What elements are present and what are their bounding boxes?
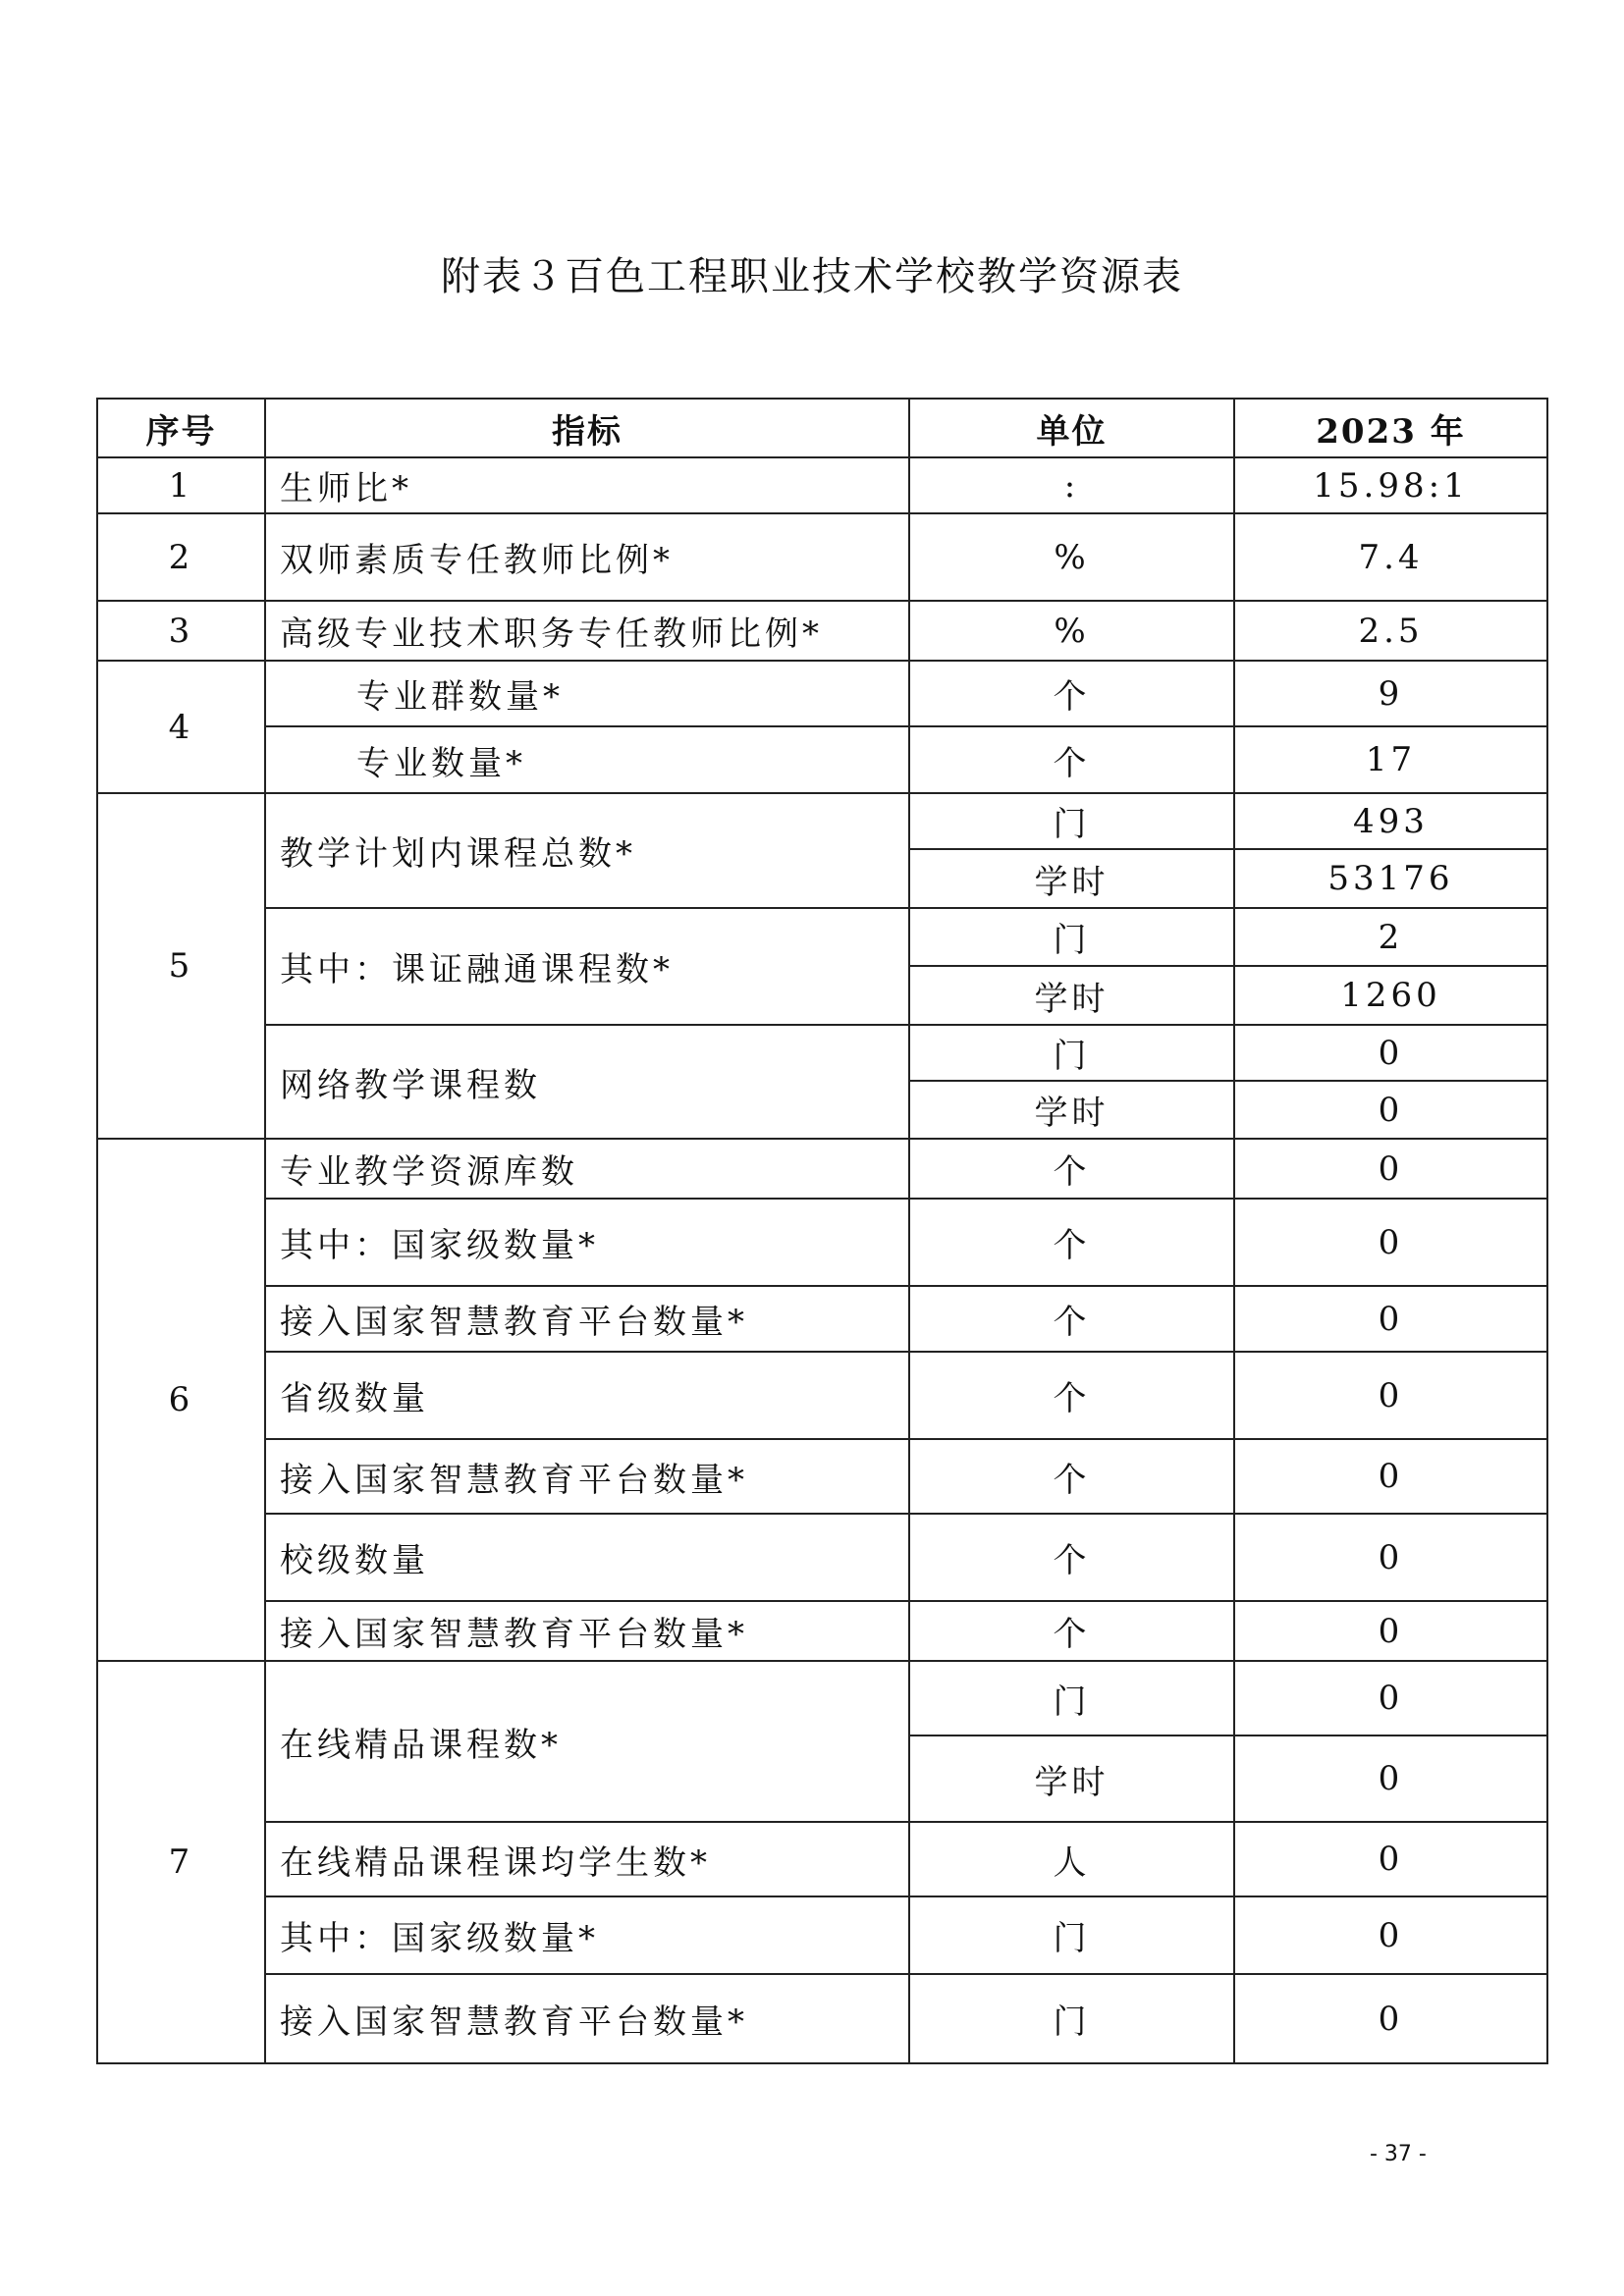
value-cell: 0 [1234, 1896, 1547, 1974]
unit-cell: 学时 [909, 1735, 1234, 1822]
indicator-cell: 接入国家智慧教育平台数量* [265, 1974, 909, 2063]
indicator-cell: 高级专业技术职务专任教师比例* [265, 601, 909, 661]
indicator-cell: 专业群数量* [265, 661, 909, 726]
indicator-cell: 接入国家智慧教育平台数量* [265, 1439, 909, 1514]
value-cell: 53176 [1234, 849, 1547, 908]
header-seq: 序号 [97, 399, 265, 457]
seq-cell: 5 [97, 793, 265, 1139]
unit-cell: 门 [909, 908, 1234, 966]
value-cell: 0 [1234, 1735, 1547, 1822]
table-row [97, 661, 1547, 726]
unit-cell: 学时 [909, 966, 1234, 1025]
indicator-cell: 其中：国家级数量* [265, 1896, 909, 1974]
header-year: 2023 年 [1234, 399, 1547, 457]
value-cell: 493 [1234, 793, 1547, 849]
indicator-cell: 校级数量 [265, 1514, 909, 1601]
seq-cell: 3 [97, 601, 265, 661]
value-cell: 0 [1234, 1601, 1547, 1661]
seq-cell: 2 [97, 513, 265, 601]
table-row [97, 726, 1547, 793]
unit-cell: 门 [909, 1896, 1234, 1974]
unit-cell: 门 [909, 793, 1234, 849]
value-cell: 0 [1234, 1439, 1547, 1514]
unit-cell: 学时 [909, 849, 1234, 908]
indicator-cell: 网络教学课程数 [265, 1025, 909, 1139]
value-cell: 2 [1234, 908, 1547, 966]
unit-cell: 个 [909, 1514, 1234, 1601]
table-row [97, 1822, 1547, 1896]
unit-cell: : [909, 457, 1234, 513]
page-title: 附表３百色工程职业技术学校教学资源表 [441, 254, 1183, 299]
table-row [97, 908, 1547, 966]
value-cell: 0 [1234, 1352, 1547, 1439]
seq-cell: 7 [97, 1661, 265, 2063]
unit-cell: 个 [909, 726, 1234, 793]
seq-cell: 6 [97, 1139, 265, 1661]
unit-cell: % [909, 601, 1234, 661]
table-row [97, 1439, 1547, 1514]
value-cell: 0 [1234, 1974, 1547, 2063]
table-row [97, 1514, 1547, 1601]
value-cell: 0 [1234, 1199, 1547, 1286]
table-row [97, 1896, 1547, 1974]
unit-cell: 个 [909, 1601, 1234, 1661]
table-row [97, 1661, 1547, 1735]
unit-cell: 门 [909, 1974, 1234, 2063]
unit-cell: 个 [909, 1352, 1234, 1439]
indicator-cell: 双师素质专任教师比例* [265, 513, 909, 601]
value-cell: 1260 [1234, 966, 1547, 1025]
value-cell: 7.4 [1234, 513, 1547, 601]
table-row [97, 793, 1547, 849]
unit-cell: 个 [909, 1286, 1234, 1352]
seq-cell: 1 [97, 457, 265, 513]
seq-cell: 4 [97, 661, 265, 793]
header-unit: 单位 [909, 399, 1234, 457]
unit-cell: 个 [909, 661, 1234, 726]
value-cell: 0 [1234, 1514, 1547, 1601]
table-row [97, 1199, 1547, 1286]
unit-cell: 个 [909, 1439, 1234, 1514]
table-header-row [97, 399, 1547, 457]
header-indicator: 指标 [265, 399, 909, 457]
value-cell: 0 [1234, 1139, 1547, 1199]
indicator-cell: 接入国家智慧教育平台数量* [265, 1601, 909, 1661]
table-row [97, 457, 1547, 513]
indicator-cell: 专业教学资源库数 [265, 1139, 909, 1199]
indicator-cell: 接入国家智慧教育平台数量* [265, 1286, 909, 1352]
value-cell: 2.5 [1234, 601, 1547, 661]
value-cell: 9 [1234, 661, 1547, 726]
indicator-cell: 省级数量 [265, 1352, 909, 1439]
value-cell: 0 [1234, 1822, 1547, 1896]
value-cell: 0 [1234, 1081, 1547, 1139]
indicator-cell: 在线精品课程数* [265, 1661, 909, 1822]
table-row [97, 1025, 1547, 1081]
table-row [97, 1974, 1547, 2063]
indicator-cell: 生师比* [265, 457, 909, 513]
unit-cell: 门 [909, 1661, 1234, 1735]
indicator-cell: 其中：课证融通课程数* [265, 908, 909, 1025]
table-row [97, 513, 1547, 601]
table-row [97, 1352, 1547, 1439]
unit-cell: 学时 [909, 1081, 1234, 1139]
value-cell: 17 [1234, 726, 1547, 793]
teaching-resources-table [96, 398, 1548, 2064]
value-cell: 15.98:1 [1234, 457, 1547, 513]
table-row [97, 1601, 1547, 1661]
unit-cell: 人 [909, 1822, 1234, 1896]
page-number: - 37 - [1370, 2142, 1427, 2166]
table-row [97, 1286, 1547, 1352]
unit-cell: 个 [909, 1199, 1234, 1286]
value-cell: 0 [1234, 1025, 1547, 1081]
unit-cell: % [909, 513, 1234, 601]
indicator-cell: 专业数量* [265, 726, 909, 793]
indicator-cell: 在线精品课程课均学生数* [265, 1822, 909, 1896]
unit-cell: 个 [909, 1139, 1234, 1199]
value-cell: 0 [1234, 1286, 1547, 1352]
indicator-cell: 其中：国家级数量* [265, 1199, 909, 1286]
table-row [97, 601, 1547, 661]
value-cell: 0 [1234, 1661, 1547, 1735]
indicator-cell: 教学计划内课程总数* [265, 793, 909, 908]
unit-cell: 门 [909, 1025, 1234, 1081]
table-row [97, 1139, 1547, 1199]
